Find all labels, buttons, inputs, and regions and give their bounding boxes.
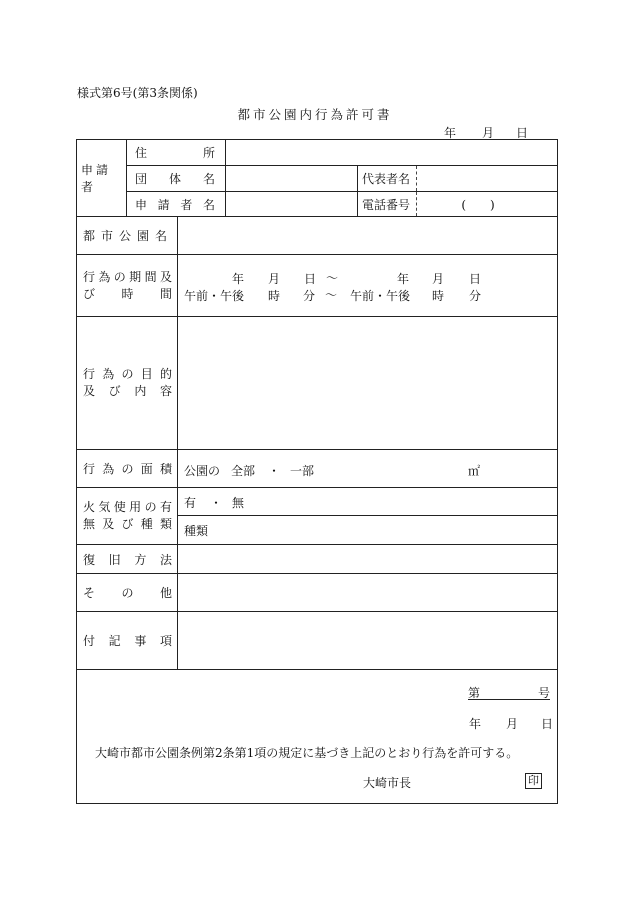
group-name-input[interactable]	[226, 166, 358, 192]
notes-input[interactable]	[178, 612, 558, 670]
phone-label: 電話番号	[358, 192, 417, 217]
date-day-label: 日	[516, 126, 529, 140]
seal-mark: 印	[525, 773, 542, 789]
purpose-input[interactable]	[178, 317, 558, 450]
period-input[interactable]: 年 月 日 〜 年 月 日 午前・午後 時 分 〜 午前・午後 時 分	[178, 255, 558, 317]
area-input[interactable]: 公園の 全部 ・ 一部 ㎡	[178, 450, 558, 488]
date-month-label: 月	[482, 126, 495, 140]
park-name-input[interactable]	[178, 217, 558, 255]
approval-section	[77, 670, 558, 804]
page-title: 都市公園内行為許可書	[237, 107, 393, 122]
restoration-label: 復 旧 方 法	[77, 545, 178, 574]
mayor-title: 大崎市長	[363, 776, 412, 790]
approval-month: 月	[506, 717, 519, 731]
purpose-label: 行 為 の 目 的 及 び 内 容	[77, 317, 178, 450]
phone-input[interactable]: ( )	[417, 192, 558, 217]
other-input[interactable]	[178, 574, 558, 612]
restoration-input[interactable]	[178, 545, 558, 574]
address-label: 住 所	[127, 140, 226, 166]
notes-label: 付 記 事 項	[77, 612, 178, 670]
permit-form-table	[76, 139, 558, 804]
representative-label: 代表者名	[358, 166, 417, 192]
representative-input[interactable]	[417, 166, 558, 192]
group-name-label: 団 体 名	[127, 166, 226, 192]
other-label: そ の 他	[77, 574, 178, 612]
approval-statement: 大崎市都市公園条例第2条第1項の規定に基づき上記のとおり行為を許可する。	[95, 746, 519, 760]
applicant-name-input[interactable]	[226, 192, 358, 217]
fire-yes-no-input[interactable]: 有 ・ 無	[178, 488, 558, 516]
period-label: 行 為 の 期 間 及 び 時 間	[77, 255, 178, 317]
applicant-name-label: 申 請 者 名	[127, 192, 226, 217]
permit-number[interactable]: 第 号	[468, 686, 550, 700]
date-year-label: 年	[444, 126, 457, 140]
area-label: 行 為 の 面 積	[77, 450, 178, 488]
applicant-group-label: 申請者	[77, 140, 127, 217]
park-name-label: 都 市 公 園 名	[77, 217, 178, 255]
approval-year: 年	[469, 717, 482, 731]
approval-day: 日	[541, 717, 554, 731]
fire-kind-label: 種類	[184, 523, 209, 538]
fire-label: 火 気 使 用 の 有 無 及 び 種 類	[77, 488, 178, 545]
form-number: 様式第6号(第3条関係)	[77, 86, 198, 100]
address-input[interactable]	[226, 140, 558, 166]
fire-kind-input[interactable]	[178, 516, 558, 545]
